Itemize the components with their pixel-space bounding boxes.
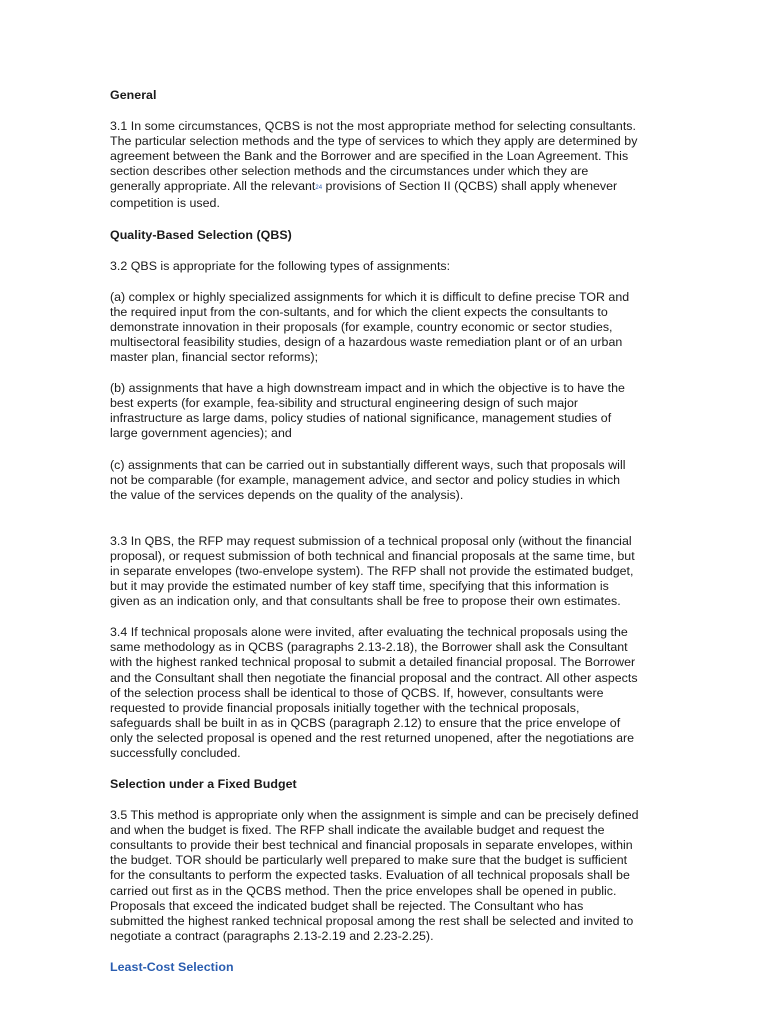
paragraph-3-4: 3.4 If technical proposals alone were invited, after evaluating the technical proposals using the same methodology as in QCBS (paragraphs 2.13-2.18), the Borrower shall ask the Consultant with the highest ranked technical proposal to submit a detailed financial proposal. The Borrower and the Consultant shall then negotiate the financial proposal and the contract. All other aspects of the selection process shall be identical to those of QCBS. If, however, consultants were requested to provide financial proposals initially together with the technical proposals, safeguards shall be built in as in QCBS (paragraph 2.12) to ensure that the price envelope of only the selected proposal is opened and the rest returned unopened, after the negotiations are successfully concluded.	[110, 625, 638, 760]
heading-least-cost-link[interactable]: Least-Cost Selection	[110, 959, 234, 974]
paragraph-3-3: 3.3 In QBS, the RFP may request submission of a technical proposal only (without the financial proposal), or request submission of both technical and financial proposals at the same time, but in separate envelopes (two-envelope system). The RFP shall not provide the estimated budget, but it may provide the estimated number of key staff time, specifying that this information is given as an indication only, and that consultants shall be free to propose their own estimates.	[110, 533, 635, 609]
heading-fixed-budget: Selection under a Fixed Budget	[110, 777, 297, 792]
paragraph-3-1-text-end: provisions of Section II (QCBS) shall apply whenever competition is used.	[110, 179, 618, 211]
paragraph-3-1-text-start: 3.1 In some circumstances, QCBS is not the most appropriate method for selecting consultants. The particular selection methods and the type of services to which they apply are determined by agreement between the Bank and the Borrower and are specified in the Loan Agreement. This section describes other selection methods and the circumstances under which they are generally appropriate. All the relevant	[110, 119, 638, 194]
document-body	[110, 88, 658, 975]
list-item-c: (c) assignments that can be carried out in substantially different ways, such that proposals will not be comparable (for example, management advice, and sector and policy studies in which the value of the services depends on the quality of the analysis).	[110, 457, 626, 502]
list-item-b: (b) assignments that have a high downstream impact and in which the objective is to have the best experts (for example, fea-sibility and structural engineering design of such major infrastructure as large dams, policy studies of national significance, management studies of large government agencies); and	[110, 381, 625, 441]
paragraph-3-5: 3.5 This method is appropriate only when the assignment is simple and can be precisely defined and when the budget is fixed. The RFP shall indicate the available budget and request the consultants to provide their best technical and financial proposals in separate envelopes, within the budget. TOR should be particularly well prepared to make sure that the budget is sufficient for the consultants to perform the expected tasks. Evaluation of all technical proposals shall be carried out first as in the QCBS method. Then the price envelopes shall be opened in public. Proposals that exceed the indicated budget shall be rejected. The Consultant who has submitted the highest ranked technical proposal among the rest shall be selected and invited to negotiate a contract (paragraphs 2.13-2.19 and 2.23-2.25).	[110, 808, 639, 943]
paragraph-3-2: 3.2 QBS is appropriate for the following types of assignments:	[110, 258, 451, 273]
heading-general: General	[110, 88, 157, 102]
heading-qbs: Quality-Based Selection (QBS)	[110, 227, 292, 242]
paragraph-3-1	[110, 119, 658, 212]
list-item-a: (a) complex or highly specialized assignments for which it is difficult to define precise TOR and the required input from the con-sultants, and for which the client expects the consultants to demonstrate innovation in their proposals (for example, country economic or sector studies, multisectoral feasibility studies, design of a hazardous waste remediation plant or of an urban master plan, financial sector reforms);	[110, 289, 630, 365]
footnote-link[interactable]: 24	[315, 185, 323, 192]
